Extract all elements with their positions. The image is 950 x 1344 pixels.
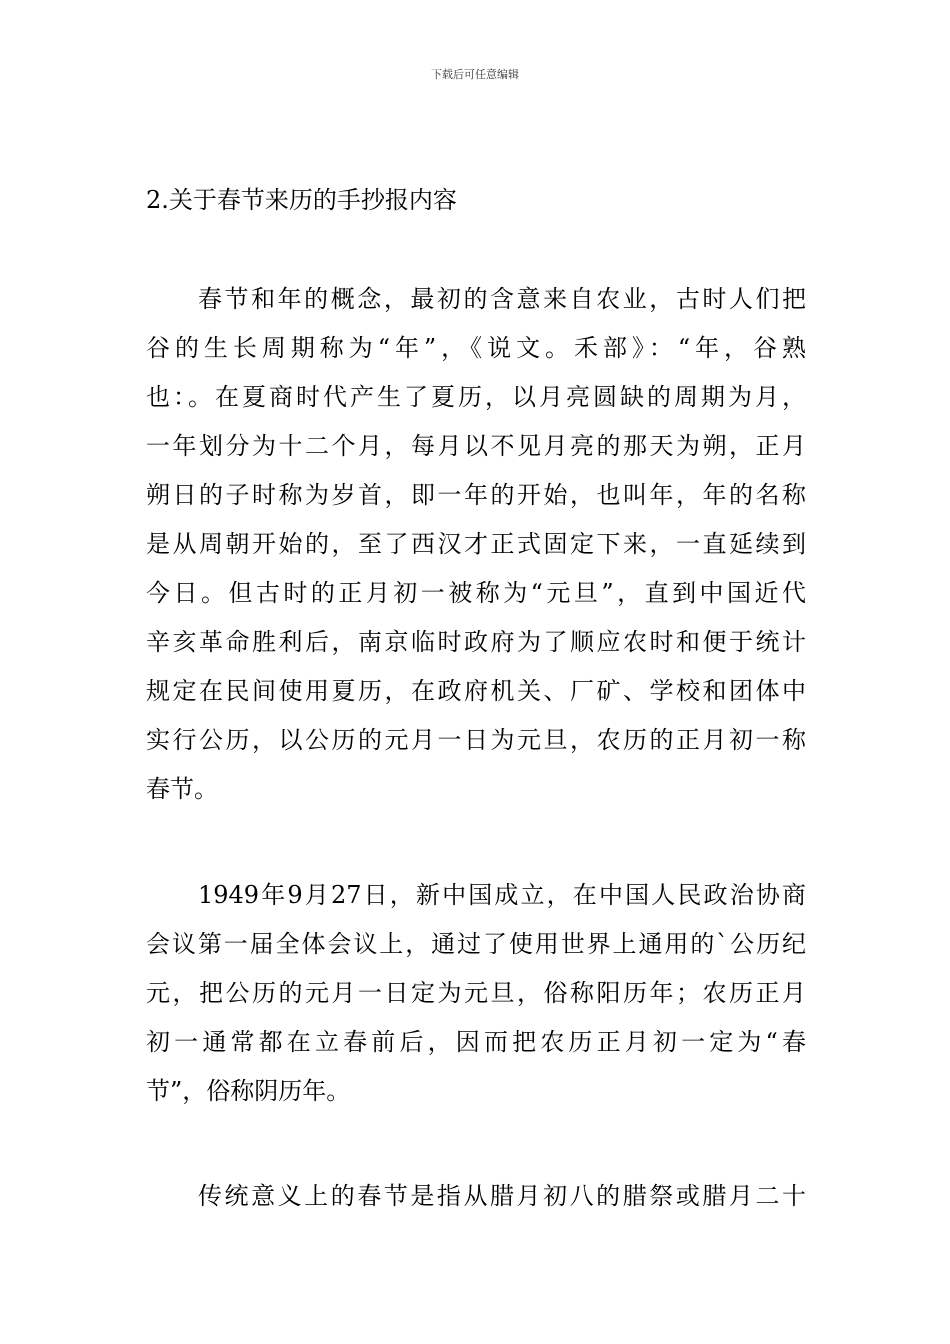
paragraph-line: 初一通常都在立春前后，因而把农历正月初一定为“春	[146, 1028, 806, 1056]
paragraph-line: 辛亥革命胜利后，南京临时政府为了顺应农时和便于统计	[146, 628, 806, 656]
paragraph-line: 一年划分为十二个月，每月以不见月亮的那天为朔，正月	[146, 432, 806, 460]
header-note: 下载后可任意编辑	[431, 68, 519, 81]
paragraph-line: 春节。	[146, 775, 218, 803]
paragraph-line: 朔日的子时称为岁首，即一年的开始，也叫年，年的名称	[146, 481, 806, 509]
paragraph-line: 今日。但古时的正月初一被称为“元旦”，直到中国近代	[146, 579, 806, 607]
paragraph-line: 是从周朝开始的，至了西汉才正式固定下来，一直延续到	[146, 530, 806, 558]
paragraph-line: 节”，俗称阴历年。	[146, 1077, 351, 1105]
paragraph-line: 实行公历，以公历的元月一日为元旦，农历的正月初一称	[146, 726, 806, 754]
paragraph-line: 元，把公历的元月一日定为元旦，俗称阳历年；农历正月	[146, 979, 806, 1007]
section-title: 2.关于春节来历的手抄报内容	[146, 186, 457, 214]
paragraph-line: 规定在民间使用夏历，在政府机关、厂矿、学校和团体中	[146, 677, 806, 705]
paragraph-line: 春节和年的概念，最初的含意来自农业，古时人们把	[198, 285, 806, 313]
paragraph-line: 1949年9月27日，新中国成立，在中国人民政治协商	[198, 881, 806, 909]
paragraph-line: 也：。在夏商时代产生了夏历，以月亮圆缺的周期为月，	[146, 383, 806, 411]
paragraph-line: 会议第一届全体会议上，通过了使用世界上通用的`公历纪	[146, 930, 806, 958]
paragraph-line: 传统意义上的春节是指从腊月初八的腊祭或腊月二十	[198, 1182, 806, 1210]
paragraph-line: 谷的生长周期称为“年”，《说文。禾部》：“年，谷熟	[146, 334, 806, 362]
